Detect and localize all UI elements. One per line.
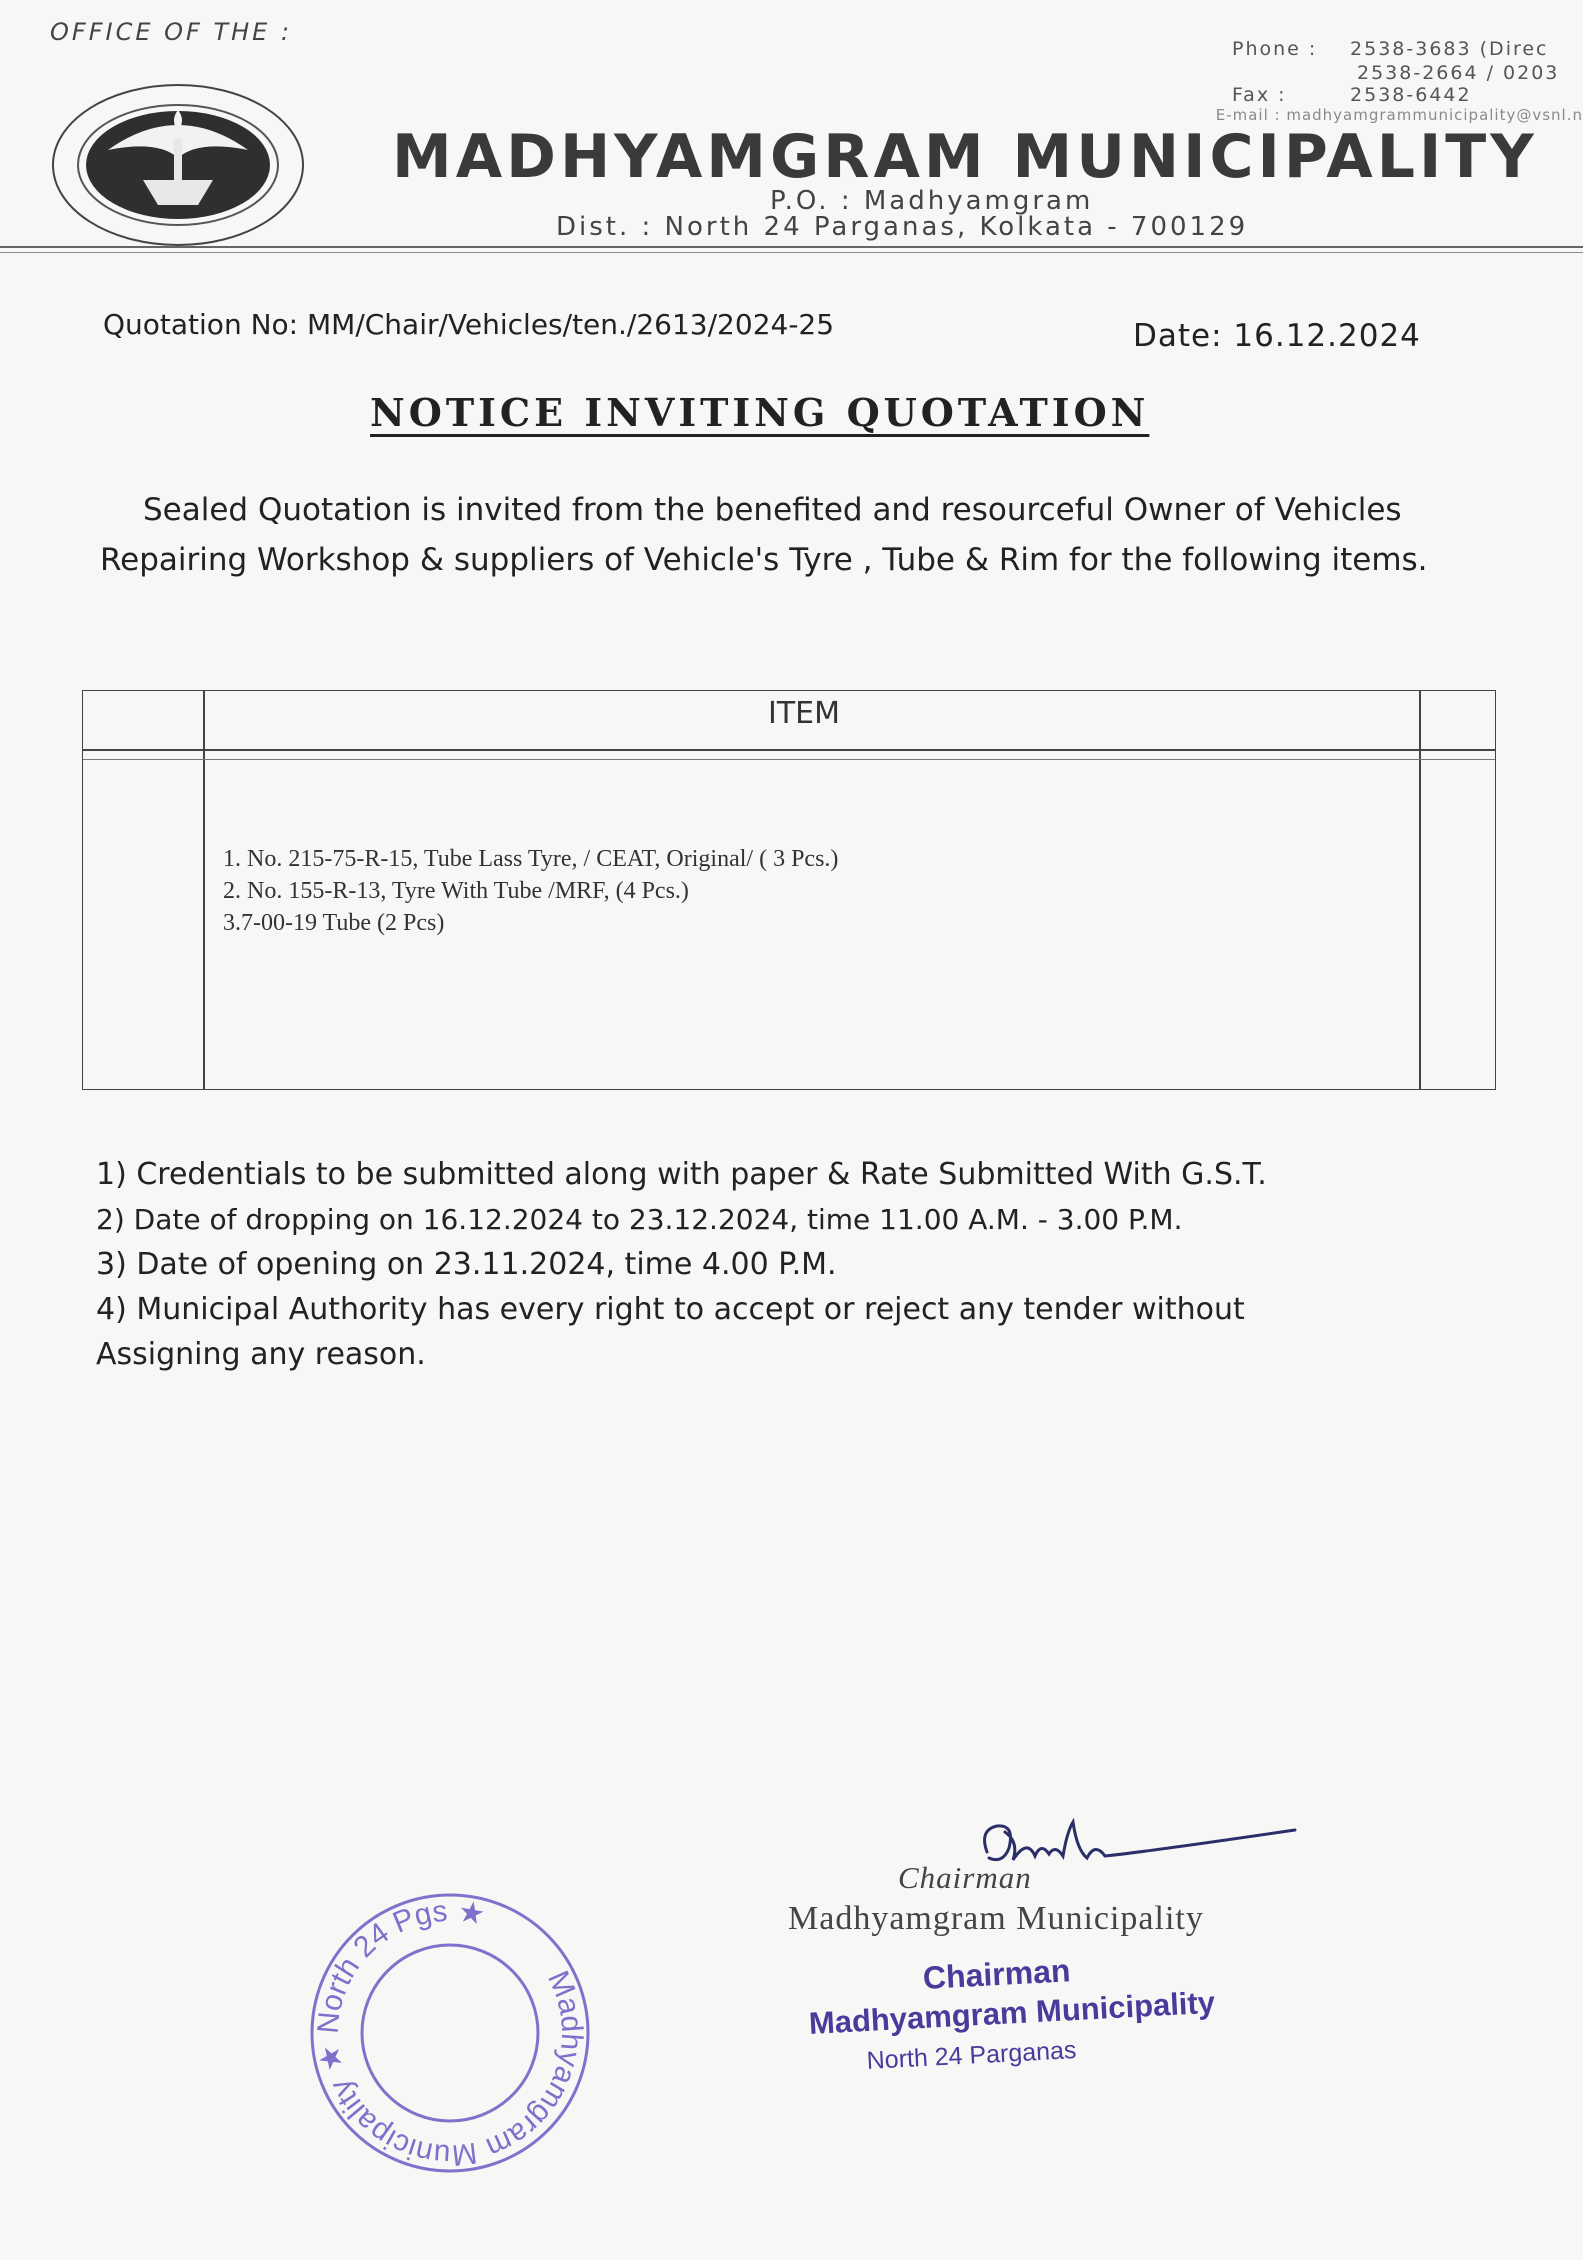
letterhead-rule-thin [0,252,1583,253]
letterhead-rule [0,246,1583,248]
stamp-line-chairman: Chairman [922,1952,1072,1996]
items-table [82,690,1496,1090]
phone-number-1: 2538-3683 (Direc [1350,38,1549,60]
intro-paragraph [100,485,1500,585]
email-line: E-mail : madhyamgrammunicipality@vsnl.n [1215,106,1583,124]
signatory-office: Madhyamgram Municipality [788,1900,1204,1937]
office-of-label: OFFICE OF THE : [50,18,293,46]
stamp-line-municipality: Madhyamgram Municipality [808,1984,1216,2041]
table-divider-right [1419,691,1421,1089]
condition-2: 2) Date of dropping on 16.12.2024 to 23.12.2024, time 11.00 A.M. - 3.00 P.M. [96,1203,1183,1236]
fax-row [1232,84,1472,106]
conditions-list [96,1152,1516,1377]
table-header-rule-2 [83,759,1495,760]
municipality-emblem-icon [48,80,308,250]
condition-4-continued: Assigning any reason. [96,1337,426,1372]
quotation-number: Quotation No: MM/Chair/Vehicles/ten./2613/2024-25 [103,308,835,341]
table-header-item: ITEM [768,696,841,731]
phone-label: Phone : [1232,38,1318,60]
table-divider-left [203,691,205,1089]
table-header-rule [83,749,1495,751]
condition-3: 3) Date of opening on 23.11.2024, time 4.00 P.M. [96,1247,837,1282]
phone-number-2: 2538-2664 / 0203 [1357,62,1560,84]
svg-text:Madhyamgram Municipality ★ Nor: Madhyamgram Municipality ★ North 24 Pgs ★ [311,1894,589,2172]
condition-4: 4) Municipal Authority has every right to accept or reject any tender without [96,1292,1245,1327]
phone-row-1 [1232,38,1549,60]
list-item: 2. No. 155-R-13, Tyre With Tube /MRF, (4 Pcs.) [223,878,689,904]
notice-title: NOTICE INVITING QUOTATION [370,390,1150,435]
list-item: 1. No. 215-75-R-15, Tube Lass Tyre, / CEAT, Original/ ( 3 Pcs.) [223,846,839,872]
list-item: 3.7-00-19 Tube (2 Pcs) [223,910,445,936]
signatory-designation: Chairman [898,1860,1032,1895]
fax-label: Fax : [1232,84,1287,106]
item-list [223,843,838,939]
round-seal-icon [305,1888,595,2178]
intro-line-2: Repairing Workshop & suppliers of Vehicle's Tyre , Tube & Rim for the following items. [100,542,1428,578]
fax-number: 2538-6442 [1350,84,1472,106]
quotation-date: Date: 16.12.2024 [1133,318,1421,354]
intro-line-1: Sealed Quotation is invited from the benefited and resourceful Owner of Vehicles [143,492,1402,528]
stamp-line-district: North 24 Parganas [866,2036,1078,2075]
district-address: Dist. : North 24 Parganas, Kolkata - 700129 [556,212,1249,242]
post-office: P.O. : Madhyamgram [770,186,1094,216]
condition-1: 1) Credentials to be submitted along with paper & Rate Submitted With G.S.T. [96,1157,1267,1192]
municipality-name: MADHYAMGRAM MUNICIPALITY [392,122,1538,192]
